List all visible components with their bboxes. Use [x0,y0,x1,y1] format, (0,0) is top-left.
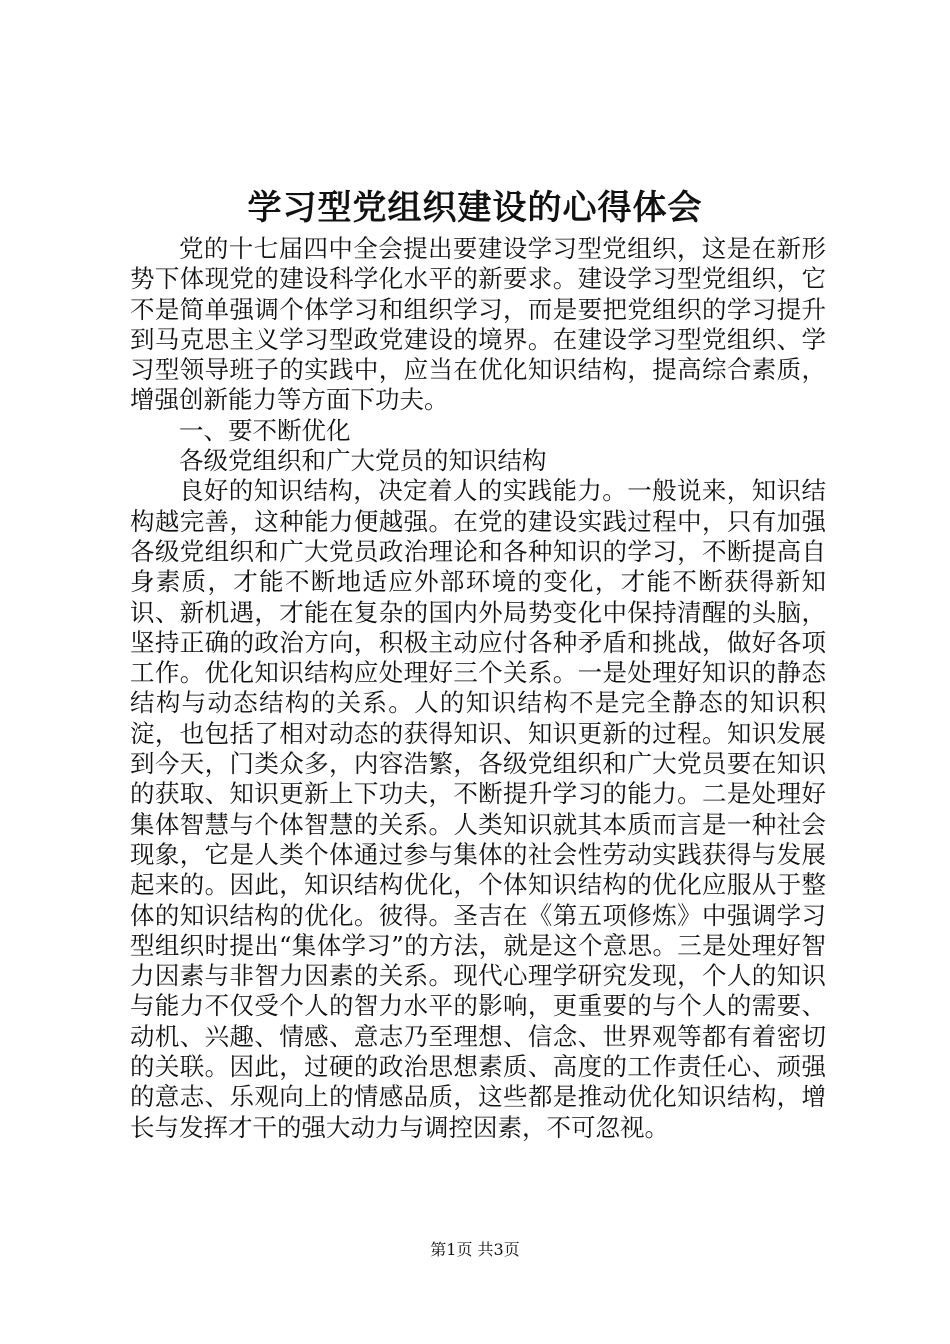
section-subheading: 各级党组织和广大党员的知识结构 [179,446,547,476]
paragraph-intro: 党的十七届四中全会提出要建设学习型党组织，这是在新形势下体现党的建设科学化水平的新要求。建设学习型党组织，它不是简单强调个体学习和组织学习，而是要把党组织的学习提升到马克思主义学习型政党建设的境界。在建设学习型党组织、学习型领导班子的实践中，应当在优化知识结构，提高综合素质，增强创新能力等方面下功夫。 [130,234,826,415]
section-heading: 一、要不断优化 [179,415,351,445]
document-body [130,234,826,1143]
paragraph-knowledge-structure: 良好的知识结构，决定着人的实践能力。一般说来，知识结构越完善，这种能力便越强。在党的建设实践过程中，只有加强各级党组织和广大党员政治理论和各种知识的学习，不断提高自身素质，才能不断地适应外部环境的变化，才能不断获得新知识、新机遇，才能在复杂的国内外局势变化中保持清醒的头脑，坚持正确的政治方向，积极主动应付各种矛盾和挑战，做好各项工作。优化知识结构应处理好三个关系。一是处理好知识的静态结构与动态结构的关系。人的知识结构不是完全静态的知识积淀，也包括了相对动态的获得知识、知识更新的过程。知识发展到今天，门类众多，内容浩繁，各级党组织和广大党员要在知识的获取、知识更新上下功夫，不断提升学习的能力。二是处理好集体智慧与个体智慧的关系。人类知识就其本质而言是一种社会现象，它是人类个体通过参与集体的社会性劳动实践获得与发展起来的。因此，知识结构优化，个体知识结构的优化应服从于整体的知识结构的优化。彼得。圣吉在《第五项修炼》中强调学习型组织时提出“集体学习”的方法，就是这个意思。三是处理好智力因素与非智力因素的关系。现代心理学研究发现，个人的知识与能力不仅受个人的智力水平的影响，更重要的与个人的需要、动机、兴趣、情感、意志乃至理想、信念、世界观等都有着密切的关联。因此，过硬的政治思想素质、高度的工作责任心、顽强的意志、乐观向上的情感品质，这些都是推动优化知识结构，增长与发挥才干的强大动力与调控因素，不可忽视。 [130,476,826,1142]
page-number-footer: 第1页 共3页 [430,1240,520,1259]
document-title: 学习型党组织建设的心得体会 [247,188,703,228]
